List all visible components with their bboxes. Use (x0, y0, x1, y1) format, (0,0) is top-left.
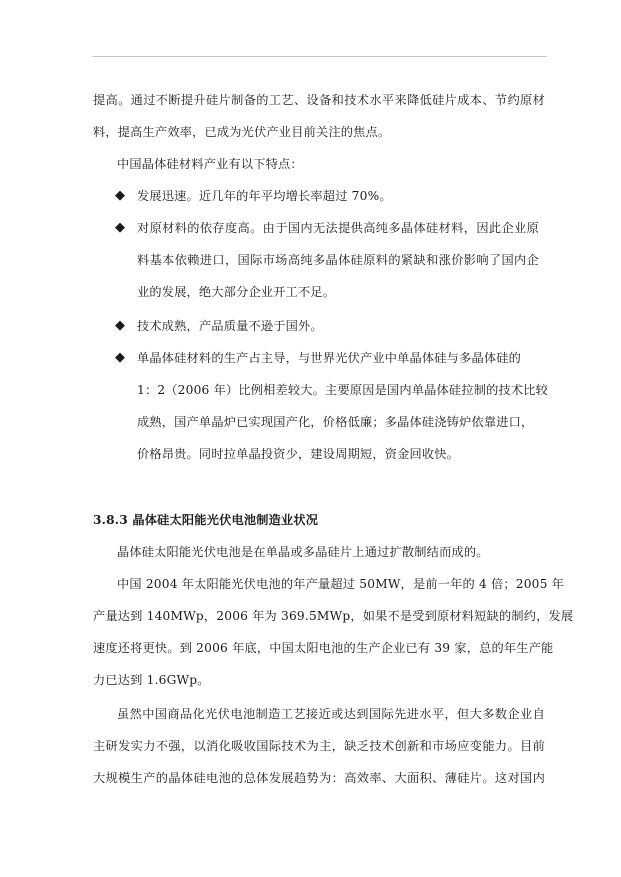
paragraph-line-4: 中国 2004 年太阳能光伏电池的年产量超过 50MW，是前一年的 4 倍；2005 年 (117, 577, 565, 591)
bullet-3-text: 技术成熟，产品质量不逊于国外。 (137, 319, 323, 333)
bullet-2-line-3: 业的发展，绝大部分企业开工不足。 (137, 285, 336, 299)
bullet-4-line-3: 成熟，国产单晶炉已实现国产化，价格低廉；多晶体硅浇铸炉依靠进口， (137, 415, 534, 429)
section-heading: 3.8.3 晶体硅太阳能光伏电池制造业状况 (93, 513, 319, 527)
paragraph-line-5: 产量达到 140MWp，2006 年为 369.5MWp，如果不是受到原材料短缺的制约，发展 (93, 609, 574, 623)
paragraph-line-1: 提高。通过不断提升硅片制备的工艺、设备和技术水平来降低硅片成本、节约原材 (93, 93, 545, 107)
bullet-4-line-4: 价格昂贵。同时拉单晶投资少，建设周期短，资金回收快。 (137, 447, 460, 461)
bullet-2-line-2: 料基本依赖进口，国际市场高纯多晶体硅原料的紧缺和涨价影响了国内企 (137, 253, 539, 267)
paragraph-line-6: 速度还将更快。到 2006 年底，中国太阳电池的生产企业已有 39 家，总的年生产能 (93, 641, 554, 655)
paragraph-line-3: 晶体硅太阳能光伏电池是在单晶或多晶硅片上通过扩散制结而成的。 (117, 545, 489, 559)
bullet-4-line-1: 单晶体硅材料的生产占主导，与世界光伏产业中单晶体硅与多晶体硅的 (137, 351, 522, 365)
bullet-diamond-icon: ◆ (115, 318, 125, 333)
bullet-2-line-1: 对原材料的依存度高。由于国内无法提供高纯多晶体硅材料，因此企业原 (137, 221, 539, 235)
paragraph-line-10: 大规模生产的晶体硅电池的总体发展趋势为：高效率、大面积、薄硅片。这对国内 (93, 771, 545, 785)
bullet-4-line-2: 1：2（2006 年）比例相差较大。主要原因是国内单晶体硅拉制的技术比较 (137, 383, 549, 397)
intro-line: 中国晶体硅材料产业有以下特点： (117, 157, 303, 171)
paragraph-line-7: 力已达到 1.6GWp。 (93, 673, 210, 687)
paragraph-line-2: 料，提高生产效率，已成为光伏产业目前关注的焦点。 (93, 125, 391, 139)
bullet-diamond-icon: ◆ (115, 350, 125, 365)
bullet-1-text: 发展迅速。近几年的年平均增长率超过 70%。 (137, 189, 392, 203)
bullet-diamond-icon: ◆ (115, 188, 125, 203)
header-rule (92, 56, 547, 57)
paragraph-line-9: 主研发实力不强，以消化吸收国际技术为主，缺乏技术创新和市场应变能力。目前 (93, 739, 545, 753)
paragraph-line-8: 虽然中国商品化光伏电池制造工艺接近或达到国际先进水平，但大多数企业自 (117, 707, 545, 721)
bullet-diamond-icon: ◆ (115, 220, 125, 235)
